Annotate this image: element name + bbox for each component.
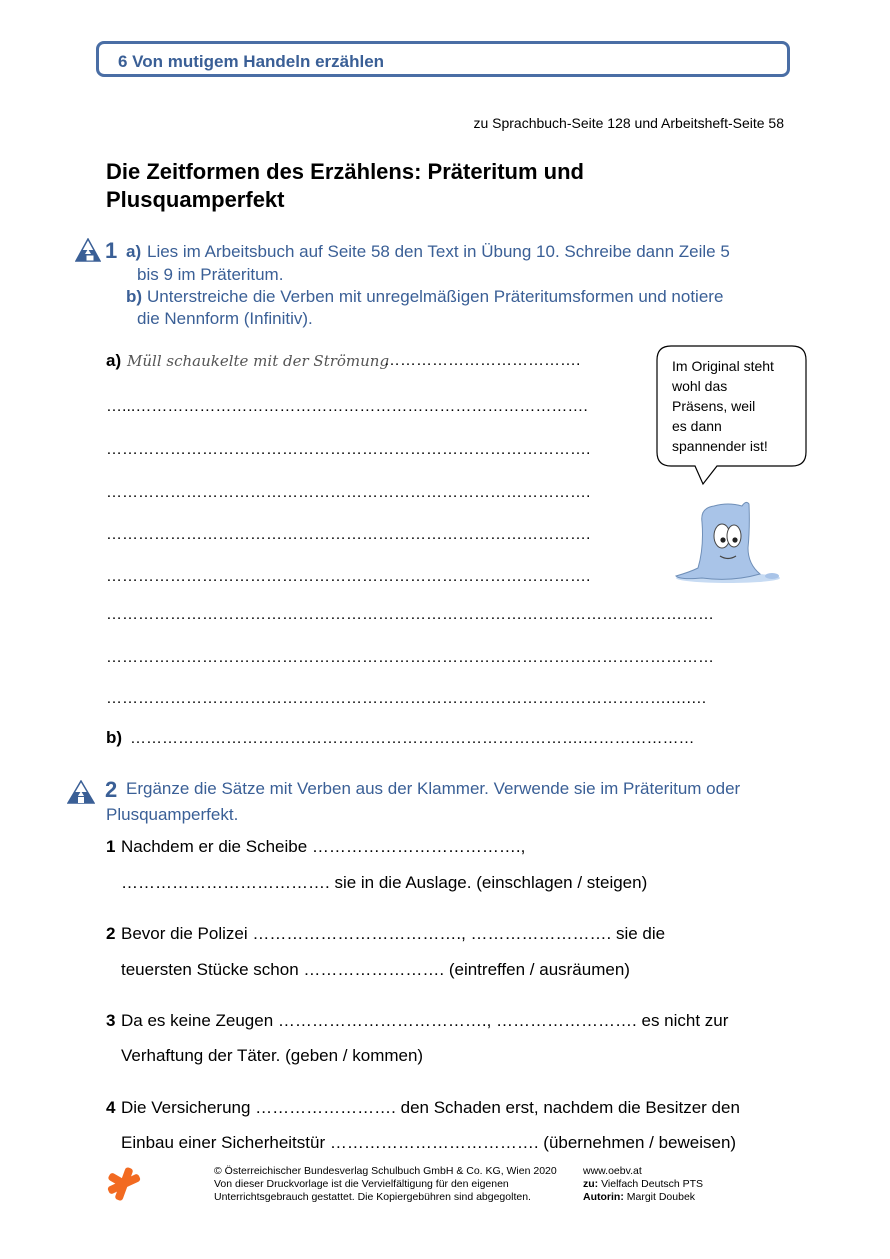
item-number: 3 [106,1011,116,1030]
footer-author-value: Margit Doubek [626,1191,696,1203]
footer-note: Unterrichtsgebrauch gestattet. Die Kopiergebühren sind abgegolten. [214,1191,531,1203]
page-title [106,158,746,214]
task1-number: 1 [105,238,118,263]
task1-a-label: a) [126,242,142,261]
task1-b-line2: die Nennform (Infinitiv). [137,309,313,328]
answer-a-label: a) [106,351,122,370]
task2-line2: Plusquamperfekt. [106,805,239,824]
page-reference: zu Sprachbuch-Seite 128 und Arbeitsheft-Seite 58 [473,115,784,131]
task1-a-line1: Lies im Arbeitsbuch auf Seite 58 den Text in Übung 10. Schreibe dann Zeile 5 [147,242,730,261]
task2-line1: Ergänze die Sätze mit Verben aus der Klammer. Verwende sie im Präteritum oder [126,779,741,798]
oebv-logo-icon [105,1165,143,1203]
answer-line[interactable]: ………………………………. [384,352,581,369]
bubble-line: Präsens, weil [672,398,756,414]
answer-line[interactable]: ………………………………………………………………………….………………… [130,730,695,747]
item-sentence-line: Verhaftung der Täter. (geben / kommen) [121,1046,424,1065]
answer-line[interactable]: …...…………………………………………………………………………. [106,398,588,415]
bubble-line: es dann [672,418,722,434]
item-sentence-line: Einbau einer Sicherheitstür ………………………………. (übernehmen / beweisen) [121,1133,737,1152]
item-sentence-line: teuersten Stücke schon ……………………. (eintreffen / ausräumen) [121,960,630,979]
answer-line[interactable]: …………………………………………………………………………………………….….… [106,690,707,707]
answer-line[interactable]: …………………………………………………………………………………………………… [106,649,714,666]
footer-author-label: Autorin: [583,1191,624,1203]
footer-copyright: © Österreichischer Bundesverlag Schulbuch GmbH & Co. KG, Wien 2020 [214,1165,557,1177]
task1-a-line2: bis 9 im Präteritum. [137,265,284,284]
answer-line[interactable]: ………………………………………………………………………………. [106,568,591,585]
answer-line[interactable]: …………………………………………………………………………………………………… [106,606,714,623]
footer-copyright-block [214,1165,557,1204]
answer-line[interactable]: ………………………………………………………………………………. [106,526,591,543]
answer-line[interactable]: ………………………………………………………………………………. [106,441,591,458]
footer-info-block [583,1165,703,1204]
footer-zu-label: zu: [583,1178,599,1190]
item-sentence-line: Bevor die Polizei ………………………………., ……………………. sie die [121,924,666,943]
item-number: 1 [106,837,116,856]
item-sentence-line: Die Versicherung ……………………. den Schaden erst, nachdem die Besitzer den [121,1098,740,1117]
difficulty-pyramid-icon [67,780,95,804]
chapter-header-box [96,41,790,77]
item-sentence-line: ………………………………. sie in die Auslage. (einschlagen / steigen) [121,873,648,892]
task1-b-line1: Unterstreiche die Verben mit unregelmäßigen Präteritumsformen und notiere [147,287,724,306]
footer-zu-value: Vielfach Deutsch PTS [601,1178,704,1190]
task1-b-label: b) [126,287,143,306]
item-sentence-line: Da es keine Zeugen ………………………………., ……………………. es nicht zur [121,1011,729,1030]
speech-bubble-text [672,356,802,456]
ghost-mascot-icon [672,498,784,586]
chapter-title: 6 Von mutigem Handeln erzählen [118,52,385,71]
bubble-line: spannender ist! [672,438,768,454]
bubble-line: wohl das [672,378,728,394]
answer-b-label: b) [106,728,123,747]
page-title-line1: Die Zeitformen des Erzählens: Präteritum und [106,159,584,184]
difficulty-pyramid-icon [75,238,101,262]
task2-number: 2 [105,777,118,802]
page-title-line2: Plusquamperfekt [106,187,285,212]
item-number: 4 [106,1098,116,1117]
item-sentence-line: Nachdem er die Scheibe ………………………………., [121,837,526,856]
bubble-line: Im Original steht [672,358,774,374]
answer-line[interactable]: ………………………………………………………………………………. [106,484,591,501]
item-number: 2 [106,924,116,943]
answer-a-example: Müll schaukelte mit der Strömung [127,352,390,370]
footer-note: Von dieser Druckvorlage ist die Vervielfältigung für den eigenen [214,1178,509,1190]
footer-website[interactable]: www.oebv.at [583,1165,642,1177]
